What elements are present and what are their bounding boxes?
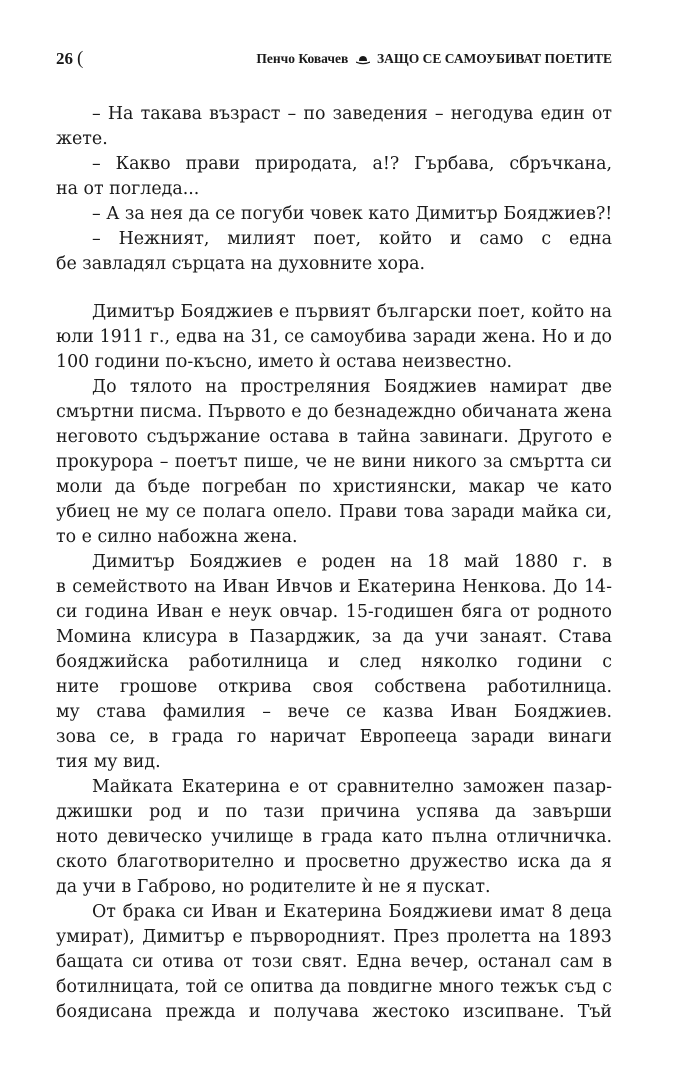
running-header-title: ЗАЩО СЕ САМОУБИВАТ ПОЕТИТЕ — [377, 51, 612, 66]
text-line: то е силно набожна жена. — [56, 527, 298, 547]
text-line: 100 години по-късно, името ѝ остава неизвестно. — [56, 352, 513, 372]
text-line: зова се, в града го наричат Европееца заради винаги — [56, 727, 612, 747]
text-line: му става фамилия – вече се казва Иван Бояджиев. — [56, 702, 612, 722]
text-line: боядисана прежда и получава жестоко изсипване. Тъй — [56, 1002, 612, 1022]
text-line: моли да бъде погребан по християнски, макар че като — [56, 477, 612, 497]
page-header — [56, 48, 612, 70]
text-line: До тялото на простреляния Бояджиев намират две — [92, 377, 612, 397]
text-line: Димитър Бояджиев е роден на 18 май 1880 г. в — [92, 552, 612, 572]
text-line: бе завладял сърцата на духовните хора. — [56, 254, 426, 274]
text-line: – А за нея да се погуби човек като Димитър Бояджиев?! — [92, 204, 613, 224]
text-line: си година Иван е неук овчар. 15-годишен бяга от родното — [56, 602, 612, 622]
text-line: Димитър Бояджиев е първият български поет, който на — [92, 302, 612, 322]
text-line: ското благотворително и просветно дружество иска да я — [56, 852, 612, 872]
text-line: на от погледа... — [56, 179, 200, 199]
running-header — [256, 48, 612, 70]
text-line: прокурора – поетът пише, че не вини никого за смъртта си — [56, 452, 612, 472]
page-number-ornament: ( — [77, 48, 84, 69]
text-line: ботилницата, той се опитва да повдигне много тежък съд с — [56, 977, 612, 997]
text-line: неговото съдържание остава в тайна завинаги. Другото е — [56, 427, 612, 447]
page-number: 26 ( — [56, 48, 84, 69]
running-header-author: Пенчо Ковачев — [256, 51, 349, 66]
text-line: умират), Димитър е първородният. През пролетта на 1893 — [56, 927, 612, 947]
text-line: ното девическо училище в града като пълна отличничка. — [56, 827, 612, 847]
text-line: убиец не му се полага опело. Прави това заради майка си, — [56, 502, 612, 522]
text-line: От брака си Иван и Екатерина Бояджиеви имат 8 деца — [92, 902, 612, 922]
text-line: джишки род и по тази причина успява да завърши — [56, 802, 612, 822]
text-line: – Нежният, милият поет, който и само с една — [92, 229, 612, 249]
hat-icon — [356, 55, 370, 65]
text-line: Момина клисура в Пазарджик, за да учи занаят. Става — [56, 627, 612, 647]
text-line: бащата си отива от този свят. Една вечер, останал сам в — [56, 952, 612, 972]
text-line: ните грошове открива своя собствена работилница. — [56, 677, 612, 697]
text-line: – Какво прави природата, а!? Гърбава, сбръчкана, — [92, 154, 612, 174]
text-line: Майката Екатерина е от сравнително заможен пазар- — [92, 777, 612, 797]
text-line: смъртни писма. Първото е до безнадеждно обичаната жена — [56, 402, 612, 422]
text-line: тия му вид. — [56, 752, 161, 772]
text-line: да учи в Габрово, но родителите ѝ не я пускат. — [56, 877, 491, 897]
text-line: бояджийска работилница и след няколко години с — [56, 652, 612, 672]
text-line: – На такава възраст – по заведения – негодува един от — [92, 104, 612, 124]
text-line: жете. — [56, 129, 108, 149]
text-line: юли 1911 г., едва на 31, се самоубива заради жена. Но и до — [56, 327, 612, 347]
text-line: в семейството на Иван Ивчов и Екатерина Ненкова. До 14- — [56, 577, 612, 597]
